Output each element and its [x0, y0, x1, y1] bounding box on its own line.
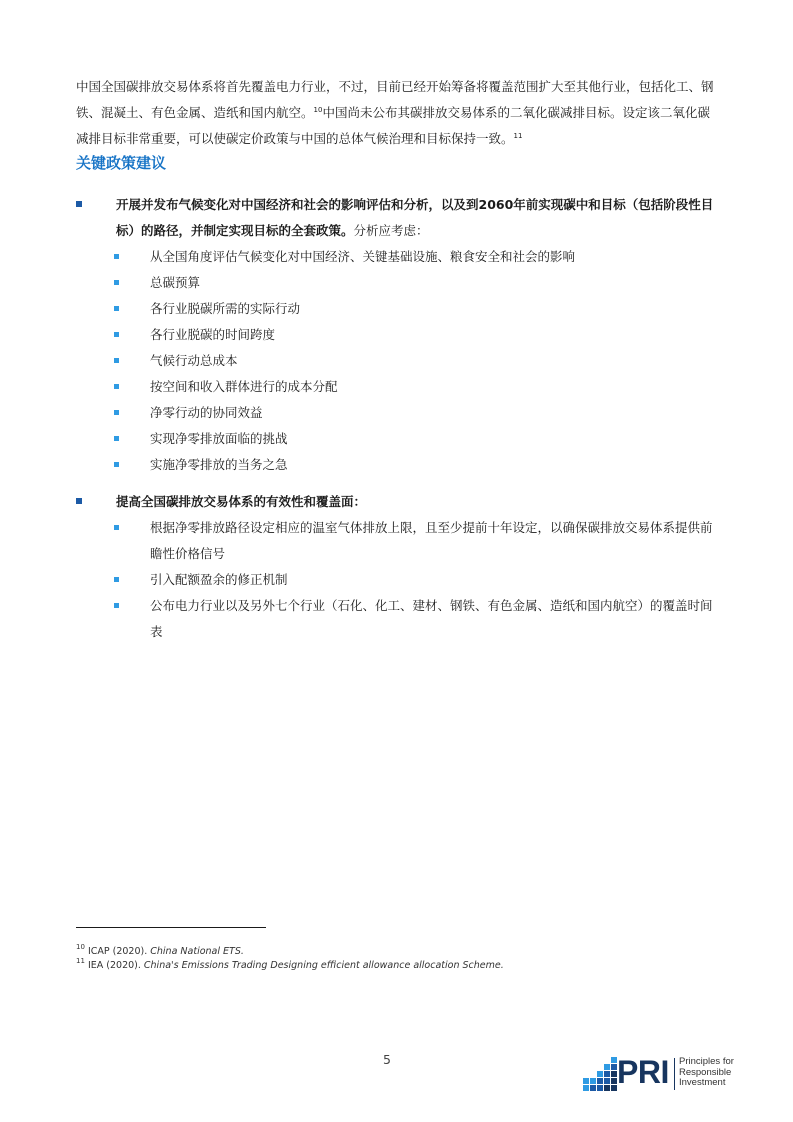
sub-item	[76, 322, 716, 348]
sub-item	[76, 452, 716, 478]
sub-bullet-square-icon	[114, 525, 119, 530]
footnote-divider	[76, 927, 266, 928]
recommendation-1-bold: 开展并发布气候变化对中国经济和社会的影响评估和分析，以及到2060年前实现碳中和目标（包括阶段性目标）的路径，并制定实现目标的全套政策。	[116, 197, 714, 238]
footnote-number: 10	[76, 943, 85, 951]
footnote-ref-11[interactable]: 11	[513, 132, 523, 140]
sub-item	[76, 400, 716, 426]
sub-item	[76, 515, 716, 567]
sub-item	[76, 426, 716, 452]
sub-bullet-square-icon	[114, 603, 119, 608]
recommendation-list-1	[76, 192, 716, 478]
intro-paragraph	[76, 74, 716, 152]
sub-bullet-square-icon	[114, 410, 119, 415]
sub-item-text: 从全国角度评估气候变化对中国经济、关键基础设施、粮食安全和社会的影响	[150, 249, 576, 264]
footnote-title: China National ETS.	[150, 946, 244, 957]
sub-item	[76, 593, 716, 645]
sub-item	[76, 296, 716, 322]
sub-bullet-square-icon	[114, 436, 119, 441]
sub-bullet-square-icon	[114, 280, 119, 285]
sub-item-text: 公布电力行业以及另外七个行业（石化、化工、建材、钢铁、有色金属、造纸和国内航空）的覆盖时间表	[150, 598, 713, 639]
page-number: 5	[383, 1052, 391, 1067]
pri-logo-tagline	[679, 1057, 734, 1089]
sub-bullet-square-icon	[114, 306, 119, 311]
sub-bullet-square-icon	[114, 332, 119, 337]
recommendation-1-rest: 分析应考虑：	[353, 223, 429, 238]
bullet-square-icon	[76, 498, 82, 504]
section-heading: 关键政策建议	[76, 154, 167, 172]
footnote-10	[76, 945, 244, 958]
recommendation-list-2	[76, 489, 716, 645]
sub-bullet-square-icon	[114, 254, 119, 259]
sub-item-text: 气候行动总成本	[150, 353, 238, 368]
sub-item-text: 总碳预算	[150, 275, 201, 290]
recommendation-2-bold: 提高全国碳排放交易体系的有效性和覆盖面：	[116, 494, 367, 509]
sub-item	[76, 244, 716, 270]
recommendation-item-2	[76, 489, 716, 515]
sub-bullet-square-icon	[114, 577, 119, 582]
sub-bullet-square-icon	[114, 358, 119, 363]
pri-logo-word: PRI	[617, 1054, 669, 1090]
sub-item-text: 净零行动的协同效益	[150, 405, 263, 420]
recommendation-item-1	[76, 192, 716, 244]
footnote-lead: ICAP (2020).	[87, 946, 151, 957]
footnote-11	[76, 959, 504, 972]
sub-item	[76, 348, 716, 374]
footnote-lead: IEA (2020).	[87, 960, 144, 971]
logo-line-2: Responsible	[679, 1066, 732, 1078]
logo-line-3: Investment	[679, 1077, 726, 1088]
sub-item-text: 实施净零排放的当务之急	[150, 457, 288, 472]
sub-item	[76, 567, 716, 593]
logo-divider	[674, 1058, 675, 1090]
intro-text-b: 中国尚未公布其碳排放交易体系的二氧化碳减排目标。设定该二氧化碳减排目标非常重要，可以使碳定价政策与中国的总体气候治理和目标保持一致。	[76, 105, 710, 146]
sub-bullet-square-icon	[114, 462, 119, 467]
sub-item	[76, 270, 716, 296]
footnote-number: 11	[76, 957, 85, 965]
footnote-ref-10[interactable]: 10	[313, 106, 323, 114]
sub-item-text: 实现净零排放面临的挑战	[150, 431, 288, 446]
intro-text-a: 中国全国碳排放交易体系将首先覆盖电力行业，不过，目前已经开始筹备将覆盖范围扩大至其他行业，包括化工、钢铁、混凝土、有色金属、造纸和国内航空。	[76, 79, 714, 120]
sub-item-text: 引入配额盈余的修正机制	[150, 572, 288, 587]
sub-item-text: 根据净零排放路径设定相应的温室气体排放上限，且至少提前十年设定，以确保碳排放交易体系提供前瞻性价格信号	[150, 520, 713, 561]
logo-line-1: Principles for	[679, 1056, 734, 1067]
sub-item-text: 按空间和收入群体进行的成本分配	[150, 379, 338, 394]
sub-item-text: 各行业脱碳的时间跨度	[150, 327, 276, 342]
sub-bullet-square-icon	[114, 384, 119, 389]
sub-item	[76, 374, 716, 400]
bullet-square-icon	[76, 201, 82, 207]
sub-item-text: 各行业脱碳所需的实际行动	[150, 301, 301, 316]
footnote-title: China's Emissions Trading Designing efficient allowance allocation Scheme.	[143, 960, 504, 971]
